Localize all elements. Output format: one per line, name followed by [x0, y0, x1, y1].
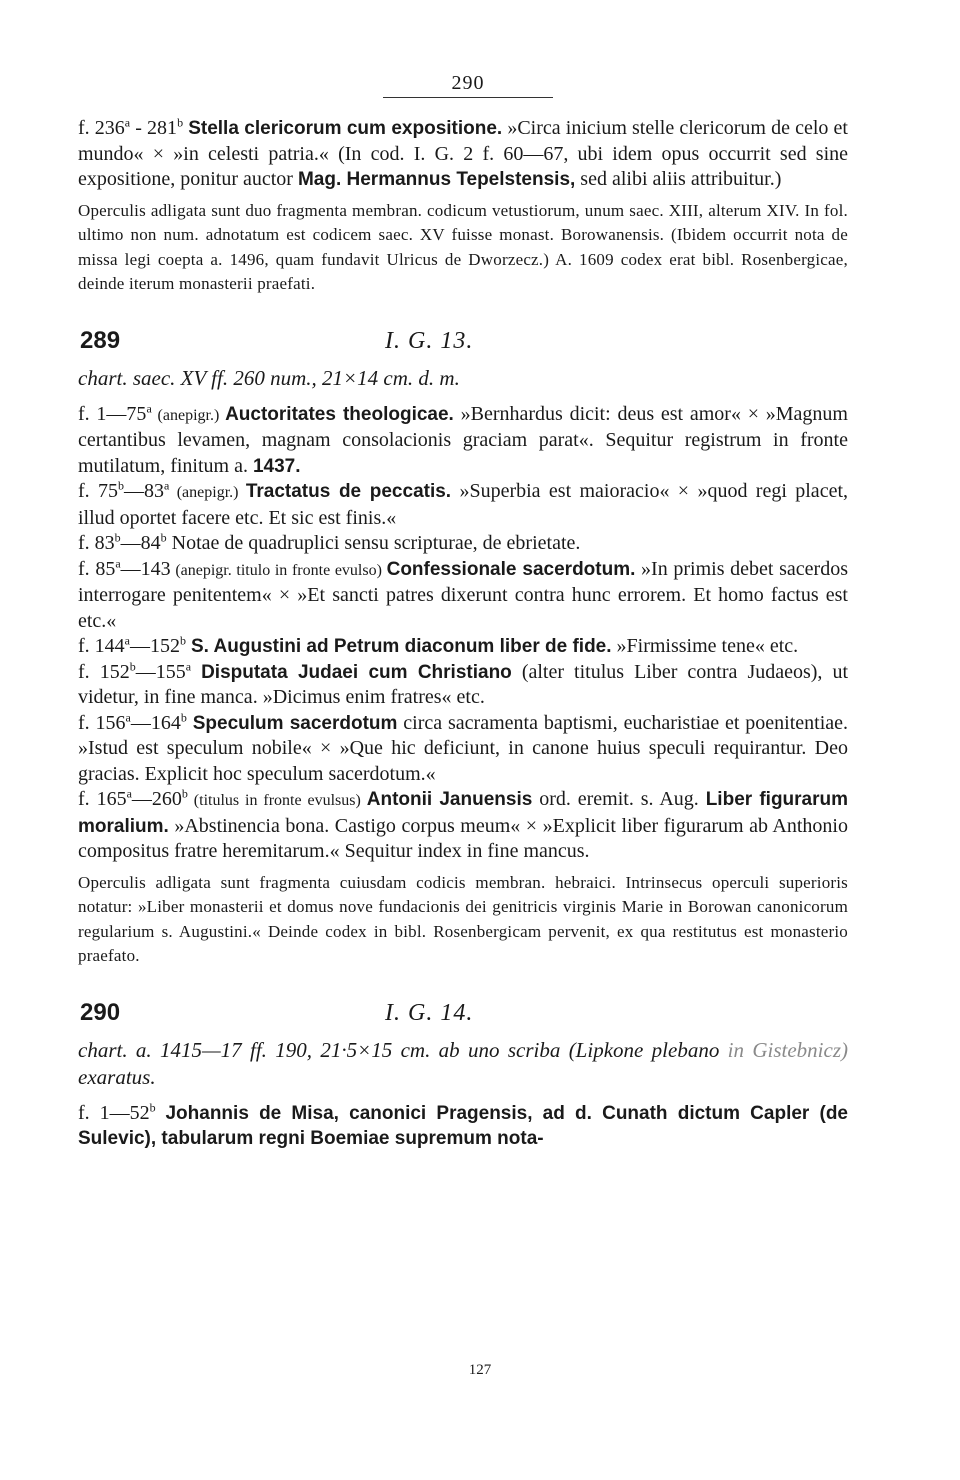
- work-title: Liber figurarum moralium.: [78, 789, 849, 837]
- work-title: Speculum sacerdotum: [192, 712, 398, 734]
- shelf-signature: I. G. 14.: [385, 999, 474, 1026]
- codex-description: chart. a. 1415—17 ff. 190, 21·5×15 cm. ab uno scriba (Lipkone plebano in Gistebnicz) exaratus.: [78, 1037, 848, 1089]
- work-title: Confessionale sacerdotum.: [386, 558, 636, 580]
- entry-289-note: Operculis adligata sunt fragmenta cuiusdam codicis membran. hebraici. Intrinsecus operculi superioris notatur: »Liber monasterii et domus nove fundacionis dei genitricis virginis Marie in Borowan canonicorum regularium s. Augustini.« Deinde codex in bibl. Rosenbergicam pervenit, ex qua restitutus est monasterio praefato.: [78, 872, 848, 965]
- work-title: Tractatus de peccatis.: [245, 481, 452, 502]
- entry-number: 290: [80, 998, 121, 1026]
- work-title: Johannis de Misa, canonici Pragensis, ad d. Cunath dictum Capler (de Sulevic), tabularum regni Boemiae supremum nota-: [78, 1102, 849, 1149]
- entry-290-heading: [78, 999, 848, 1027]
- author-name: Mag. Hermannus Tepelstensis,: [297, 169, 576, 190]
- content-item: f. 85$^a$—143 (anepigr. titulo in fronte evulso) Confessionale sacerdotum. »In primis debet sacerdos interrogare penitentem« × »Et sancti patres dixerunt contra hunc errorem. Et homo factus est etc.«: [78, 555, 848, 632]
- work-title: Stella clericorum cum expositione.: [188, 118, 503, 139]
- shelf-signature: I. G. 13.: [385, 327, 474, 354]
- page-number-bottom: 127: [468, 1362, 492, 1378]
- content-item: f. 1—75$^a$ (anepigr.) Auctoritates theologicae. »Bernhardus dicit: deus est amor« × »Magnum certantibus levamen, magnam consolacionis graciam parat«. Sequitur registrum in fronte mutilatum, finitum a. 1437.: [78, 400, 848, 477]
- intro-paragraph: f. 236$^a$ - 281$^b$ Stella clericorum cum expositione. »Circa inicium stelle clericorum de celo et mundo« × »in celesti patria.« (In cod. I. G. 2 f. 60—67, ubi idem opus occurrit sed sine expositione, ponitur auctor Mag. Hermannus Tepelstensis, sed alibi aliis attribuitur.): [78, 115, 848, 190]
- entry-290-item: f. 1—52$^b$ Johannis de Misa, canonici Pragensis, ad d. Cunath dictum Capler (de Sulevic), tabularum regni Boemiae supremum nota-: [78, 1099, 849, 1149]
- content-item: f. 152$^b$—155$^a$ Disputata Judaei cum Christiano (alter titulus Liber contra Judaeos), ut videtur, in fine manca. »Dicimus enim fratres« etc.: [78, 658, 849, 708]
- content-item: f. 156$^a$—164$^b$ Speculum sacerdotum circa sacramenta baptismi, eucharistiae et poenitentiae. »Istud est speculum nobile« × »Que hic deficiunt, in canone huius speculi requirantur. Deo gracias. Explicit hoc speculum sacerdotum.«: [78, 709, 848, 785]
- content-item: f. 75$^b$—83$^a$ (anepigr.) Tractatus de peccatis. »Superbia est maioracio« × »quod regi placet, illud oportet facere etc. Et sic est finis.«: [78, 478, 848, 529]
- entry-289-heading: [78, 327, 848, 355]
- work-title: Antonii Januensis: [366, 789, 533, 810]
- content-item: f. 165$^a$—260$^b$ (titulus in fronte evulsus) Antonii Januensis ord. eremit. s. Aug. Liber figurarum moralium. »Abstinencia bona. Castigo corpus meum« × »Explicit liber figurarum ab Anthonio compositus fratre heremitarum.« Sequitur index in fine mancus.: [78, 786, 849, 862]
- work-title: Auctoritates theologicae.: [225, 403, 454, 425]
- entry-number: 289: [80, 326, 121, 354]
- header-rule: [383, 97, 553, 98]
- work-title: S. Augustini ad Petrum diaconum liber de fide.: [191, 636, 612, 657]
- year: 1437.: [252, 455, 301, 477]
- codex-description: chart. saec. XV ff. 260 num., 21×14 cm. d. m.: [78, 365, 460, 390]
- page-number-top: 290: [451, 72, 485, 94]
- content-item: f. 83$^b$—84$^b$ Notae de quadruplici sensu scripturae, de ebrietate.: [78, 530, 581, 554]
- work-title: Disputata Judaei cum Christiano: [201, 661, 512, 683]
- intro-note: Operculis adligata sunt duo fragmenta membran. codicum vetustiorum, unum saec. XIII, alterum XIV. In fol. ultimo non num. adnotatum est codicem saec. XV fuisse monast. Borowanensis. (Ibidem occurrit nota de missa legi coepta a. 1496, quam fundavit Ulricus de Dworzecz.) A. 1609 codex erat bibl. Rosenbergicae, deinde iterum monasterii praefati.: [78, 200, 848, 293]
- content-item: f. 144$^a$—152$^b$ S. Augustini ad Petrum diaconum liber de fide. »Firmissime tene« etc.: [78, 633, 799, 657]
- entry-289-items: [78, 402, 848, 865]
- page-body: [78, 72, 848, 1152]
